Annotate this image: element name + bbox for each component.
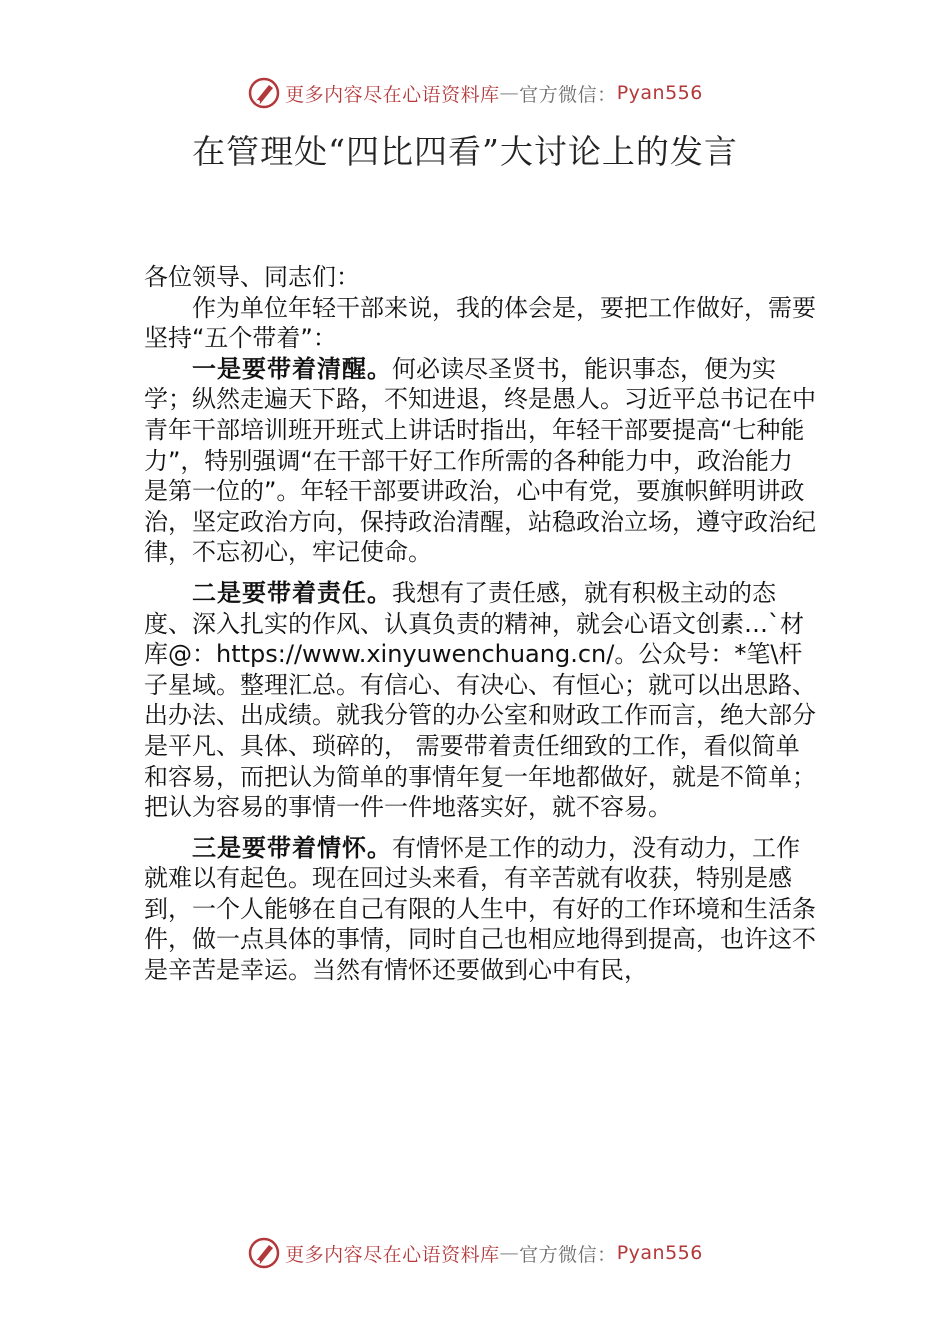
section-text: 有情怀是工作的动力，没有动力，工作就难以有起色。现在回过头来看，有辛苦就有收获，特别是感到，一个人能够在自己有限的人生中，有好的工作环境和生活条件，做一点具体的事情，同时自己也相应地得到提高，也许这不是辛苦是幸运。当然有情怀还要做到心中有民，	[144, 833, 816, 985]
banner-wechat-id: Pyan556	[616, 1242, 703, 1264]
banner-wechat-label: 官方微信：	[519, 1243, 617, 1266]
banner-separator: —	[499, 1242, 520, 1264]
section-paragraph-2	[144, 578, 816, 823]
salutation: 各位领导、同志们：	[144, 263, 360, 291]
banner-label: 更多内容尽在心语资料库	[285, 1243, 500, 1266]
section-text: 何必读尽圣贤书，能识事态，便为实学；纵然走遍天下路，不知进退，终是愚人。习近平总书记在中青年干部培训班开班式上讲话时指出，年轻干部要提高“七种能力”，特别强调“在干部干好工作所需的各种能力中，政治能力是第一位的”。年轻干部要讲政治，心中有党，要旗帜鲜明讲政治，坚定政治方向，保持政治清醒，站稳政治立场，遵守政治纪律，不忘初心，牢记使命。	[144, 354, 816, 567]
section-lead: 一是要带着清醒。	[192, 353, 392, 383]
header-banner	[0, 73, 950, 113]
banner-separator: —	[499, 82, 520, 104]
document-body	[144, 262, 816, 986]
section-paragraph-3	[144, 833, 816, 986]
footer-banner	[0, 1233, 950, 1273]
intro-paragraph: 作为单位年轻干部来说，我的体会是，要把工作做好，需要坚持“五个带着”：	[144, 293, 816, 353]
section-paragraph-1	[144, 354, 816, 568]
pen-nib-logo-icon	[247, 1236, 281, 1270]
section-text: 我想有了责任感，就有积极主动的态度、深入扎实的作风、认真负责的精神，就会心语文创素…`材库@：https://www.xinyuwenchuang.cn/。公众号：*笔\杆子星域。整理汇总。有信心、有决心、有恒心；就可以出思路、出办法、出成绩。就我分管的办公室和财政工作而言，绝大部分是平凡、具体、琐碎的， 需要带着责任细致的工作，看似简单和容易，而把认为简单的事情年复一年地都做好，就是不简单；把认为容易的事情一件一件地落实好，就不容易。	[144, 578, 816, 822]
pen-nib-logo-icon	[247, 76, 281, 110]
section-lead: 三是要带着情怀。	[192, 832, 392, 862]
banner-wechat-label: 官方微信：	[519, 83, 617, 106]
banner-wechat-id: Pyan556	[616, 82, 703, 104]
section-lead: 二是要带着责任。	[192, 577, 392, 607]
page-title: 在管理处“四比四看”大讨论上的发言	[192, 132, 738, 171]
banner-label: 更多内容尽在心语资料库	[285, 83, 500, 106]
